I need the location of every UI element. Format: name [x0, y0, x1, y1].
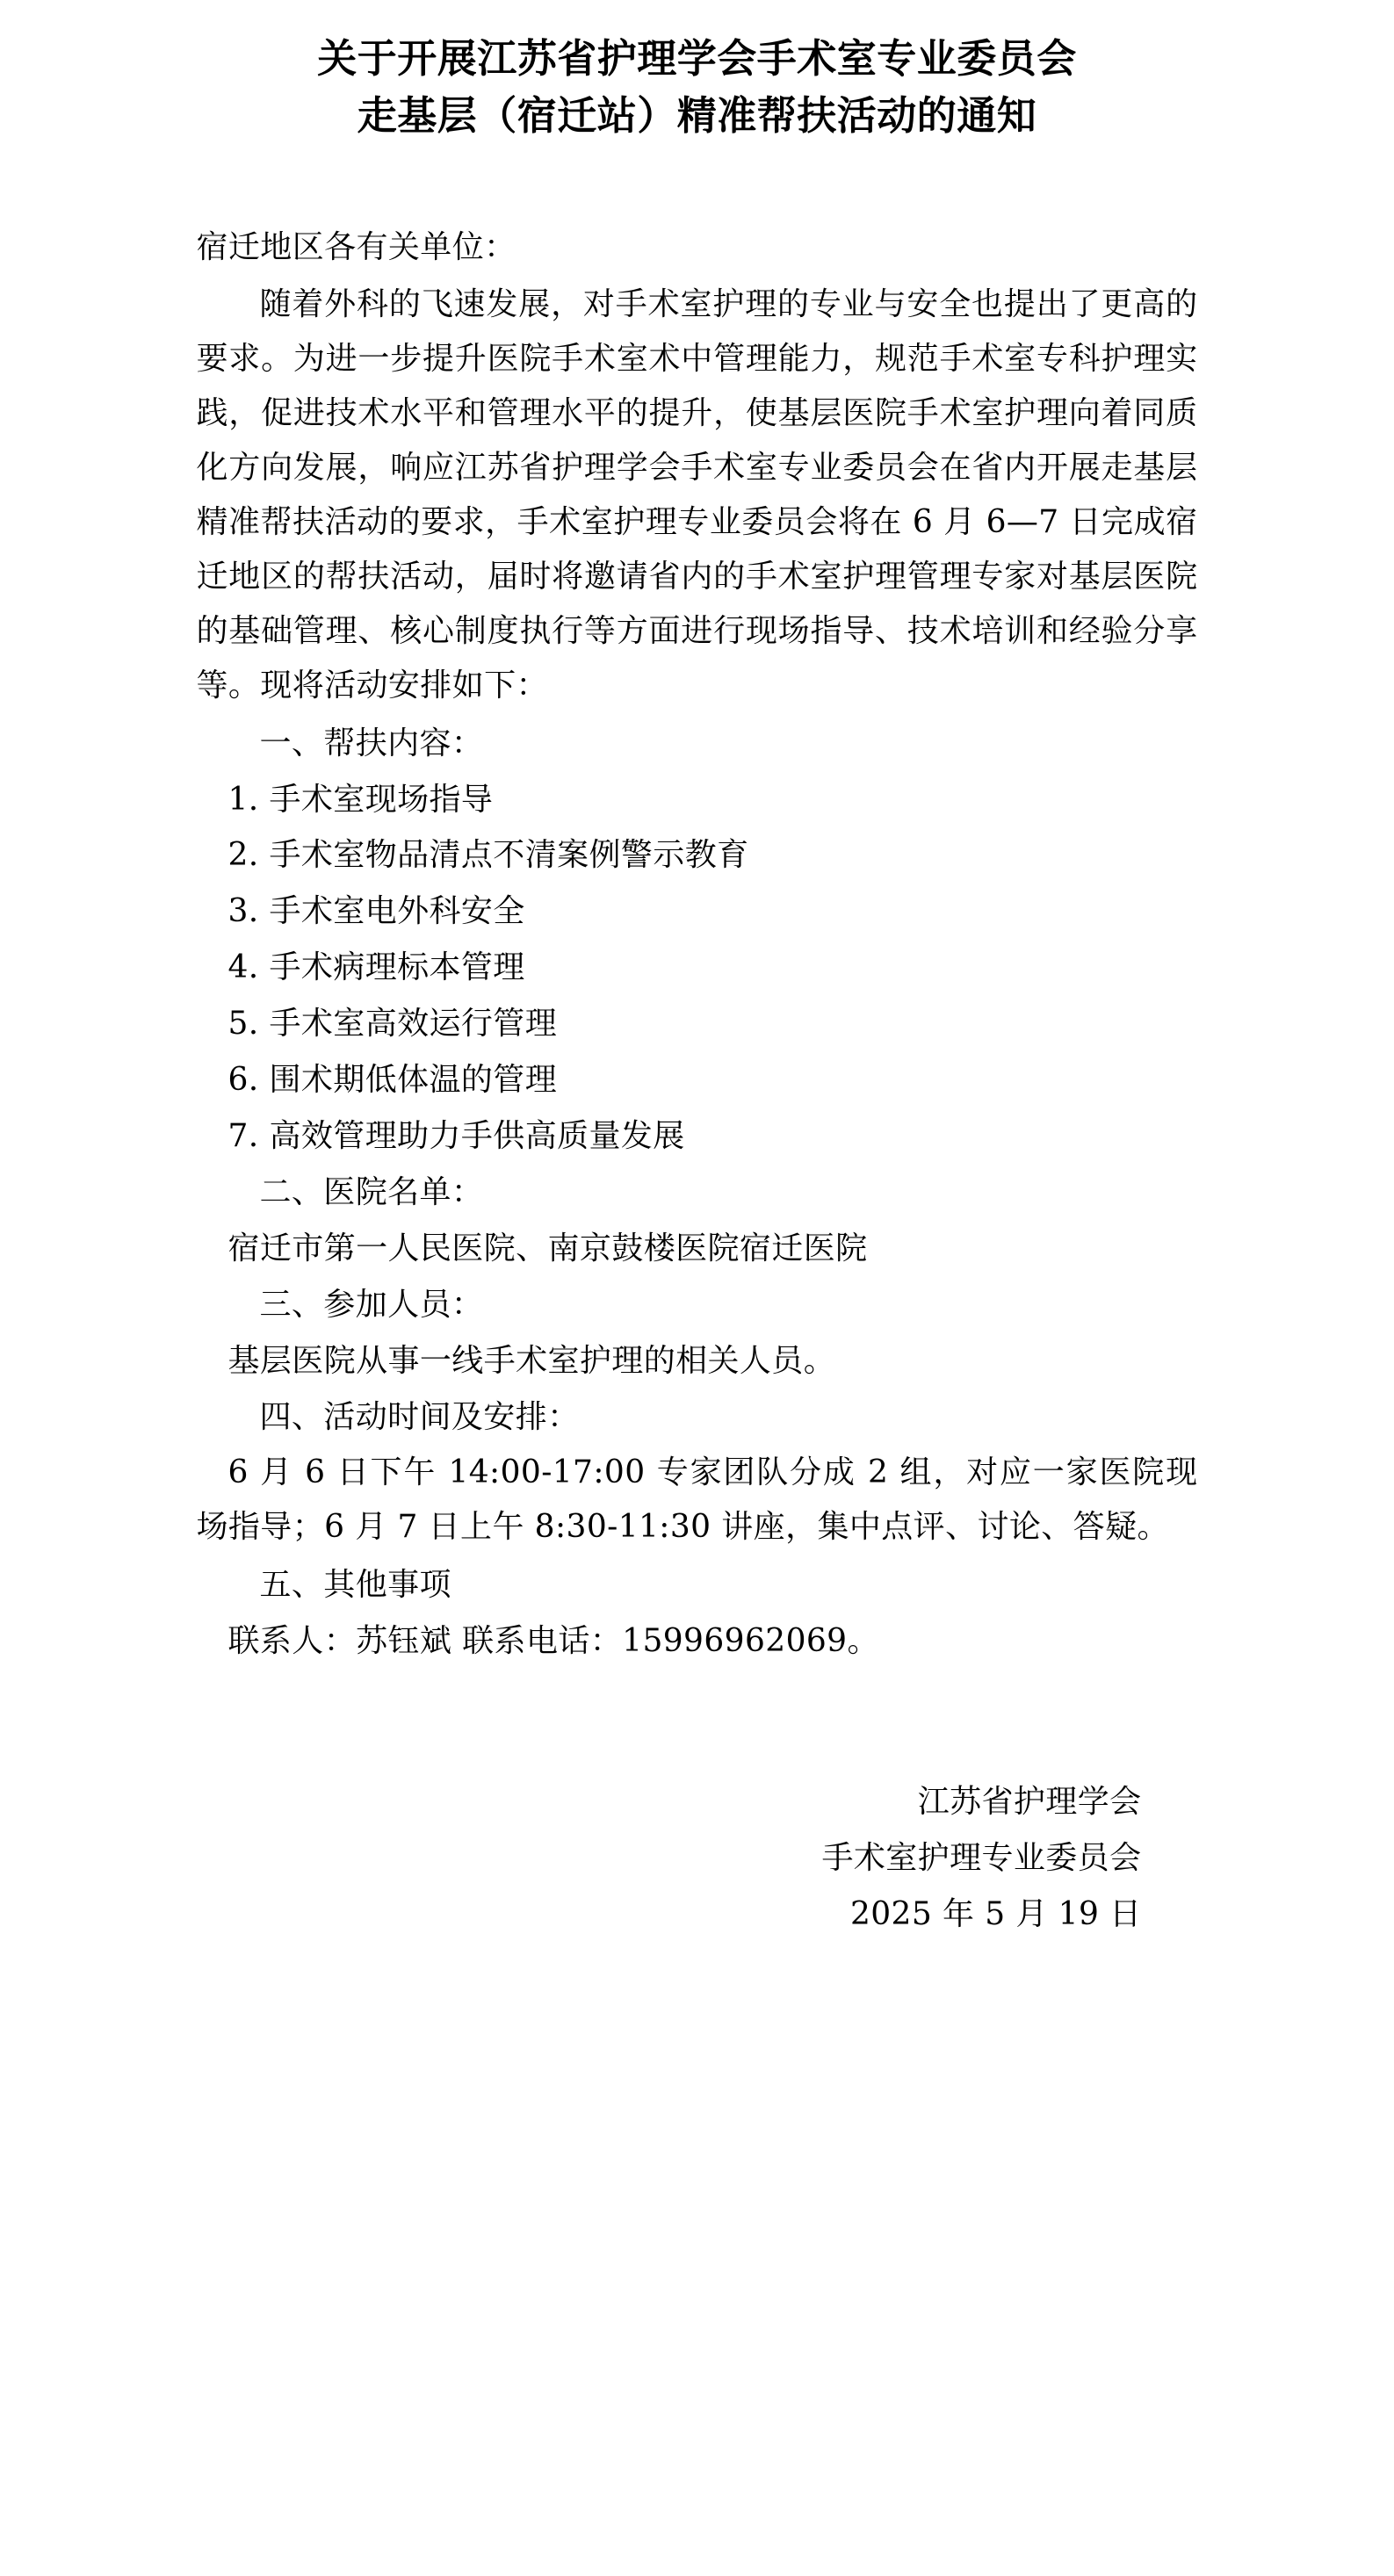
section-heading-4: 四、活动时间及安排：: [259, 1398, 580, 1435]
section-3-body: 基层医院从事一线手术室护理的相关人员。: [228, 1342, 836, 1379]
signature-date: 2025 年 5 月 19 日: [849, 1896, 1142, 1933]
intro-paragraph: 随着外科的飞速发展，对手术室护理的专业与安全也提出了更高的要求。为进一步提升医院手术室术中管理能力，规范手术室专科护理实践，促进技术水平和管理水平的提升，使基层医院手术室护理向着同质化方向发展，响应江苏省护理学会手术室专业委员会在省内开展走基层精准帮扶活动的要求，手术室护理专业委员会将在 6 月 6—7 日完成宿迁地区的帮扶活动，届时将邀请省内的手术室护理管理专家对基层医院的基础管理、核心制度执行等方面进行现场指导、技术培训和经验分享等。现将活动安排如下：: [196, 286, 1198, 704]
contact-info: 联系人：苏钰斌 联系电话：15996962069。: [228, 1623, 879, 1660]
section-heading-2: 二、医院名单：: [259, 1173, 484, 1210]
section-2-body: 宿迁市第一人民医院、南京鼓楼医院宿迁医院: [228, 1230, 868, 1266]
list-item: 4. 手术病理标本管理: [228, 949, 525, 986]
list-item: 5. 手术室高效运行管理: [228, 1006, 558, 1043]
list-item: 2. 手术室物品清点不清案例警示教育: [228, 837, 749, 874]
list-item: 7. 高效管理助力手供高质量发展: [228, 1118, 685, 1154]
signature-block: [141, 1774, 1254, 1943]
list-item: 1. 手术室现场指导: [228, 781, 494, 818]
section-heading-5: 五、其他事项: [259, 1567, 451, 1604]
list-item: 6. 围术期低体温的管理: [228, 1062, 558, 1099]
document-body: [197, 220, 1198, 1670]
section-heading-1: 一、帮扶内容：: [259, 725, 484, 761]
section-heading-3: 三、参加人员：: [259, 1286, 484, 1323]
section-4-body: 6 月 6 日下午 14:00-17:00 专家团队分成 2 组，对应一家医院现场指导；6 月 7 日上午 8:30-11:30 讲座，集中点评、讨论、答疑。: [196, 1454, 1198, 1546]
salutation: 宿迁地区各有关单位：: [196, 228, 516, 265]
signature-organization: 江苏省护理学会: [917, 1784, 1142, 1821]
signature-committee: 手术室护理专业委员会: [821, 1840, 1142, 1877]
page-title-line-2: 走基层（宿迁站）精准帮扶活动的通知: [357, 92, 1037, 140]
page-title-line-1: 关于开展江苏省护理学会手术室专业委员会: [317, 35, 1077, 82]
page-title: [197, 30, 1198, 145]
list-item: 3. 手术室电外科安全: [228, 893, 525, 930]
